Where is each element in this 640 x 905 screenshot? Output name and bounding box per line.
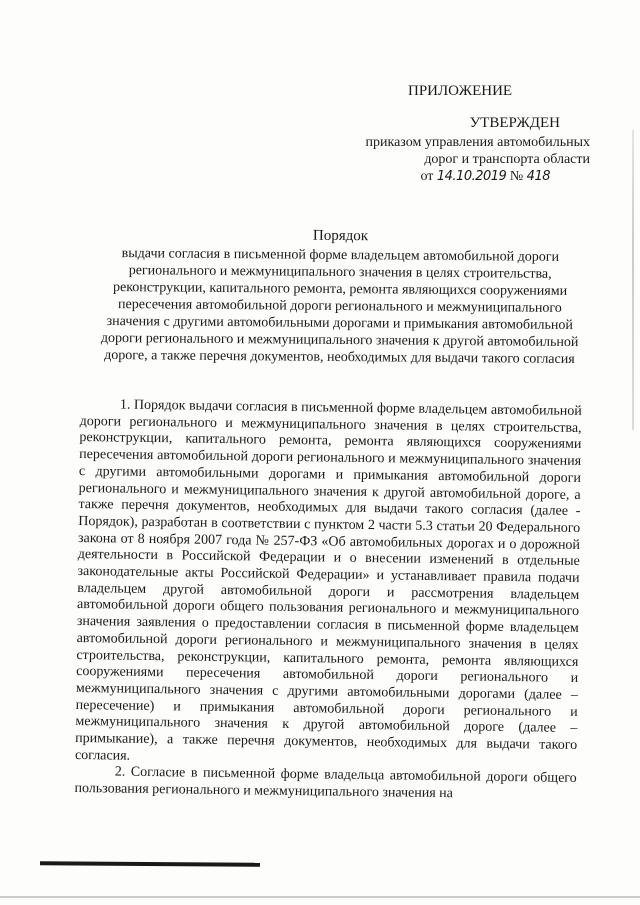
page-bottom-edge <box>0 896 640 898</box>
order-prefix: от <box>420 169 434 184</box>
order-number: 418 <box>526 169 550 184</box>
document-body <box>74 397 582 805</box>
approved-by-line1: приказом управления автомобильных <box>365 135 590 150</box>
title-main: Порядок <box>312 227 369 245</box>
paragraph-1: 1. Порядок выдачи согласия в письменной форме владельцем автомобильной дороги регионального и межмуниципального значения в целях строительства, реконструкции, капитального ремонта, ремонта являющихся сооружениями пересечения автомобильной дороги регионального и межмуниципального значения с другими автомобильными дорогами и примыкания автомобильной дороги регионального и межмуниципального значения к другой автомобильной дороге, а также перечня документов, необходимых для выдачи такого согласия (далее - Порядок), разработан в соответствии с пунктом 2 части 5.3 статьи 20 Федерального закона от 8 ноября 2007 года № 257-ФЗ «Об автомобильных дорогах и о дорожной деятельности в Российской Федерации и о внесении изменений в отдельные законодательные акты Российской Федерации» и устанавливает правила подачи владельцем другой автомобильной дороги и рассмотрения владельцем автомобильной дороги общего пользования регионального и межмуниципального значения заявления о предоставлении согласия в письменной форме владельцем автомобильной дороги регионального и межмуниципального значения в целях строительства, реконструкции, капитального ремонта, ремонта являющихся сооружениями пересечения автомобильной дороги регионального и межмуниципального значения с другими автомобильными дорогами (далее – пересечение) и примыкания автомобильной дороги регионального и межмуниципального значения к другой автомобильной дороге (далее – примыкание), а также перечня документов, необходимых для выдачи такого согласия. <box>74 397 582 764</box>
appendix-heading: ПРИЛОЖЕНИЕ <box>408 83 513 99</box>
order-number-label: № <box>509 169 524 184</box>
approval-block <box>330 115 590 185</box>
order-date: 14.10.2019 <box>436 169 507 184</box>
order-reference <box>330 168 550 185</box>
approved-heading: УТВЕРЖДЕН <box>469 115 560 131</box>
approved-by-line2: дорог и транспорта области <box>424 152 590 167</box>
bottom-scan-line <box>40 861 260 867</box>
document-title <box>99 226 580 368</box>
paragraph-2: 2. Согласие в письменной форме владельца автомобильной дороги общего пользования регионального и межмуниципального значения на <box>74 764 577 802</box>
scan-edge-mark <box>632 130 634 430</box>
title-subtitle: выдачи согласия в письменной форме владельцем автомобильной дороги регионального и межмуниципального значения в целях строительства, реконструкции, капитального ремонта, ремонта являющихся сооружениями пересечения автомобильной дороги регионального и межмуниципального значения с другими автомобильными дорогами и примыкания автомобильной дороги регионального и межмуниципального значения к другой автомобильной дороге, а также перечня документов, необходимых для выдачи такого согласия <box>100 246 579 368</box>
